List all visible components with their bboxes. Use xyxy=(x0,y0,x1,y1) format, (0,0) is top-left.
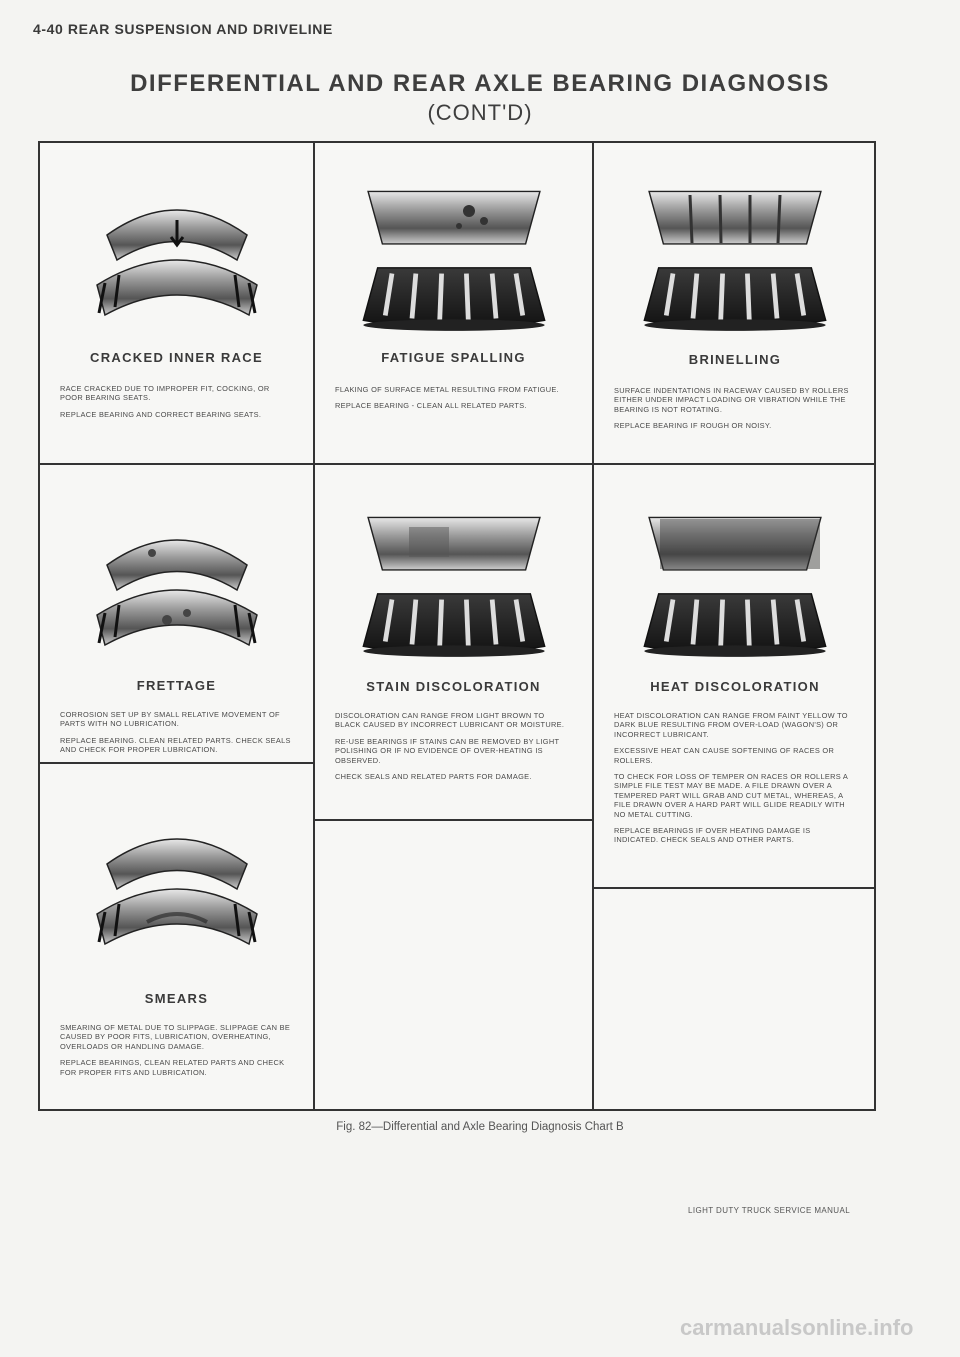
heat-discoloration-cause: HEAT DISCOLORATION CAN RANGE FROM FAINT YELLOW TO DARK BLUE RESULTING FROM OVER-LOAD (WAGON'S) OR INCORRECT LUBRICANT. xyxy=(614,711,848,739)
cell-stain-discoloration xyxy=(315,465,592,819)
stain-discoloration-photo xyxy=(349,497,559,662)
brinelling-label: BRINELLING xyxy=(688,352,782,367)
heat-discoloration-remedy: REPLACE BEARINGS IF OVER HEATING DAMAGE IS INDICATED. CHECK SEALS AND OTHER PARTS. xyxy=(614,826,811,845)
cell-cracked-inner-race xyxy=(40,143,313,463)
fatigue-spalling-label: FATIGUE SPALLING xyxy=(381,350,526,365)
cell-fatigue-spalling xyxy=(315,143,592,463)
page-title-cont: (CONT'D) xyxy=(427,100,533,125)
heat-discoloration-label: HEAT DISCOLORATION xyxy=(650,679,820,694)
stain-discoloration-reuse: RE-USE BEARINGS IF STAINS CAN BE REMOVED BY LIGHT POLISHING OR IF NO EVIDENCE OF OVER-HEATING IS OBSERVED. xyxy=(335,736,560,765)
diagnosis-chart xyxy=(38,141,876,1111)
brinelling-cause: SURFACE INDENTATIONS IN RACEWAY CAUSED BY ROLLERS EITHER UNDER IMPACT LOADING OR VIBRATION WHILE THE BEARING IS NOT ROTATING. xyxy=(614,386,849,414)
stain-discoloration-check: CHECK SEALS AND RELATED PARTS FOR DAMAGE. xyxy=(335,772,532,782)
stain-discoloration-cause: DISCOLORATION CAN RANGE FROM LIGHT BROWN TO BLACK CAUSED BY INCORRECT LUBRICANT OR MOISTURE. xyxy=(335,711,565,730)
heat-discoloration-effect: EXCESSIVE HEAT CAN CAUSE SOFTENING OF RACES OR ROLLERS. xyxy=(614,746,835,765)
frettage-cause: CORROSION SET UP BY SMALL RELATIVE MOVEMENT OF PARTS WITH NO LUBRICATION. xyxy=(60,710,280,729)
smears-photo xyxy=(77,794,277,954)
cell-heat-discoloration xyxy=(594,465,876,887)
stain-discoloration-label: STAIN DISCOLORATION xyxy=(366,679,541,694)
heat-discoloration-file-test: TO CHECK FOR LOSS OF TEMPER ON RACES OR ROLLERS A SIMPLE FILE TEST MAY BE MADE. A FILE DRAWN OVER A TEMPERED PART WILL GRAB AND CUT METAL, WHEREAS, A FILE DRAWN OVER A HARD PART WILL GLIDE READILY WITH NO METAL CUTTING. xyxy=(614,772,848,819)
frettage-remedy: REPLACE BEARING. CLEAN RELATED PARTS. CHECK SEALS AND CHECK FOR PROPER LUBRICATION. xyxy=(60,735,291,755)
fatigue-spalling-remedy: REPLACE BEARING - CLEAN ALL RELATED PARTS. xyxy=(335,401,527,411)
smears-cause: SMEARING OF METAL DUE TO SLIPPAGE. SLIPPAGE CAN BE CAUSED BY POOR FITS, LUBRICATION, OVERHEATING, OVERLOADS OR HANDLING DAMAGE. xyxy=(60,1023,291,1051)
frettage-photo xyxy=(77,495,277,655)
smears-remedy: REPLACE BEARINGS, CLEAN RELATED PARTS AND CHECK FOR PROPER FITS AND LUBRICATION. xyxy=(60,1058,285,1077)
cell-frettage xyxy=(40,465,313,762)
fatigue-spalling-cause: FLAKING OF SURFACE METAL RESULTING FROM FATIGUE. xyxy=(335,385,559,394)
heat-discoloration-photo xyxy=(630,497,840,662)
smears-label: SMEARS xyxy=(144,991,209,1006)
page-header: 4-40 REAR SUSPENSION AND DRIVELINE xyxy=(33,21,333,37)
cell-brinelling xyxy=(594,143,876,463)
manual-footer: LIGHT DUTY TRUCK SERVICE MANUAL xyxy=(688,1206,851,1215)
frettage-label: FRETTAGE xyxy=(136,678,217,693)
cracked-inner-race-photo xyxy=(77,165,277,325)
cell-smears xyxy=(40,764,313,1111)
cracked-inner-race-label: CRACKED INNER RACE xyxy=(90,350,263,365)
cracked-inner-race-remedy: REPLACE BEARING AND CORRECT BEARING SEATS. xyxy=(60,409,262,419)
site-watermark: carmanualsonline.info xyxy=(680,1315,914,1340)
figure-caption: Fig. 82—Differential and Axle Bearing Diagnosis Chart B xyxy=(336,1121,624,1133)
cracked-inner-race-cause: RACE CRACKED DUE TO IMPROPER FIT, COCKING, OR POOR BEARING SEATS. xyxy=(60,384,270,403)
brinelling-remedy: REPLACE BEARING IF ROUGH OR NOISY. xyxy=(614,421,772,431)
fatigue-spalling-photo xyxy=(349,171,559,336)
brinelling-photo xyxy=(630,171,840,336)
page-title: DIFFERENTIAL AND REAR AXLE BEARING DIAGNOSIS xyxy=(130,70,830,97)
